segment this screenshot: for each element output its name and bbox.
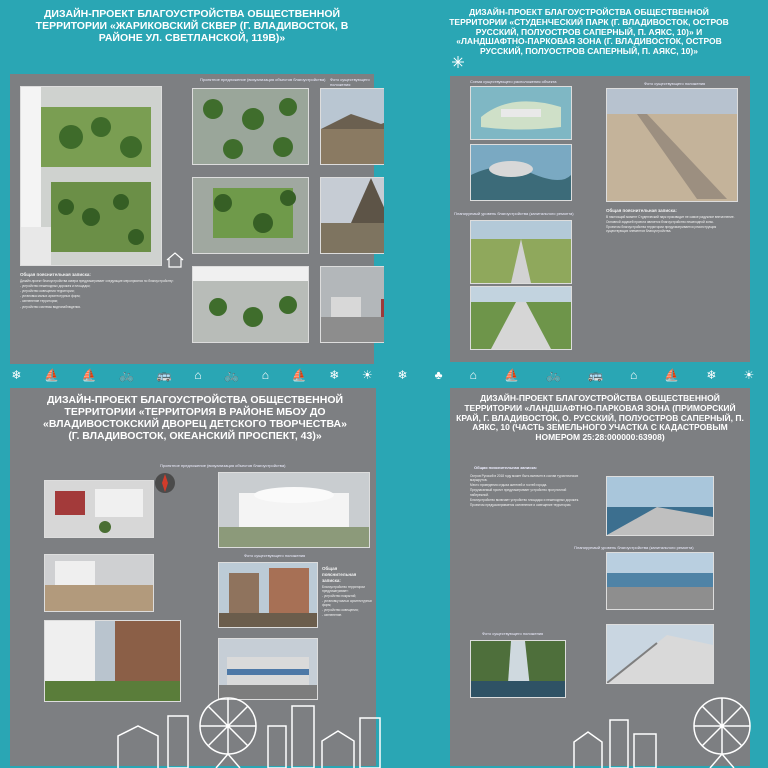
poster-title: ДИЗАЙН-ПРОЕКТ БЛАГОУСТРОЙСТВА ОБЩЕСТВЕННОЙ ТЕРРИТОРИИ «ТЕРРИТОРИЯ В РАЙОНЕ МБОУ ДО «ВЛАДИВОСТОКСКИЙ ДВОРЕЦ ДЕТСКОГО ТВОРЧЕСТВА» (Г. ВЛАДИВОСТОК, ОКЕАНСКИЙ ПРОСПЕКТ, 43)» bbox=[43, 394, 347, 443]
caption-planned: Планируемый уровень благоустройства (капитального ремонта) bbox=[574, 545, 694, 550]
map-scheme bbox=[470, 86, 572, 140]
note-line: - устройство покрытий; bbox=[322, 593, 357, 598]
caption-scheme: Схема существующего расположения объекта bbox=[470, 79, 557, 84]
note-line: - установка малых архитектурных форм; bbox=[20, 294, 81, 299]
snowflake-icon: ❄ bbox=[329, 368, 340, 382]
render-building bbox=[218, 472, 370, 548]
note-line: Проектом благоустройства территории предусматривается реконструкция существующих элементов благоустройства. bbox=[606, 225, 717, 234]
note-line: Благоустройство территории предусматривает: bbox=[322, 584, 365, 593]
render-promenade bbox=[606, 624, 714, 684]
photo-embankment bbox=[606, 476, 714, 536]
city-skyline-illustration bbox=[564, 686, 768, 768]
bicycle-icon: 🚲 bbox=[224, 368, 240, 382]
photo-existing-waterfall bbox=[470, 640, 566, 698]
note-title: Общая пояснительная записка: bbox=[606, 208, 677, 213]
render-3 bbox=[192, 266, 309, 343]
render-park-1 bbox=[470, 220, 572, 284]
decor-strip-right bbox=[384, 364, 768, 386]
note-line: - устройство освещения; bbox=[322, 608, 359, 613]
render-playground bbox=[44, 554, 154, 612]
house-icon: ⌂ bbox=[194, 368, 202, 382]
render-2 bbox=[192, 177, 309, 254]
tree-icon: ♣ bbox=[434, 368, 443, 382]
snowflake-icon: ❄ bbox=[397, 368, 408, 382]
poster-title: ДИЗАЙН-ПРОЕКТ БЛАГОУСТРОЙСТВА ОБЩЕСТВЕННОЙ ТЕРРИТОРИИ «СТУДЕНЧЕСКИЙ ПАРК (Г. ВЛАДИВОСТОК, ОСТРОВ РУССКИЙ, ПОЛУОСТРОВ САПЕРНЫЙ, П. АЯКС, 10)» И «ЛАНДШАФТНО-ПАРКОВАЯ ЗОНА (Г. ВЛАДИВОСТОК, ОСТРОВ РУССКИЙ, ПОЛУОСТРОВ САПЕРНЫЙ, П. АЯКС, 10)» bbox=[449, 7, 729, 57]
compass-icon bbox=[154, 472, 176, 494]
bus-icon: 🚌 bbox=[588, 368, 603, 382]
caption-planned: Планируемый уровень благоустройства (капитального ремонта) bbox=[454, 211, 574, 216]
photo-existing-stairs bbox=[606, 88, 738, 202]
caption-existing: Фото существующего положения bbox=[244, 553, 306, 558]
city-skyline-illustration bbox=[108, 686, 384, 768]
sun-icon: ☀ bbox=[361, 368, 373, 382]
snowflake-icon: ❄ bbox=[706, 368, 717, 382]
poster-childrens-palace bbox=[0, 386, 384, 768]
note-line: - установку малых архитектурных форм; bbox=[322, 599, 372, 608]
photo-existing-1 bbox=[218, 562, 318, 628]
caption-project: Проектное предложение (визуализация объектов благоустройства) bbox=[200, 77, 326, 82]
note-line: - устройство пешеходных дорожек и площадок; bbox=[20, 284, 91, 288]
sun-icon: ☀ bbox=[743, 368, 755, 382]
photo-existing-3 bbox=[320, 266, 384, 343]
note-line: Место проведения отдыха жителей и гостей города. bbox=[470, 483, 548, 488]
sailboat-icon: ⛵ bbox=[664, 368, 680, 382]
poster-title: ДИЗАЙН-ПРОЕКТ БЛАГОУСТРОЙСТВА ОБЩЕСТВЕННОЙ ТЕРРИТОРИИ «ЛАНДШАФТНО-ПАРКОВАЯ ЗОНА (ПРИМОРСКИЙ КРАЙ, Г. ВЛАДИВОСТОК, О. РУССКИЙ, ПОЛУОСТРОВ САПЕРНЫЙ, П. АЯКС, 10 (ЧАСТЬ ЗЕМЕЛЬНОГО УЧАСТКА С КАДАСТРОВЫМ НОМЕРОМ 25:28:000000:63908) bbox=[456, 393, 744, 443]
render-main bbox=[20, 86, 162, 266]
note-line: В настоящий момент Студенческий парк производит не самое радужное впечатление. bbox=[606, 214, 735, 219]
photo-existing-2 bbox=[320, 177, 384, 254]
caption-existing: Фото существующего положения bbox=[644, 81, 706, 86]
note-line: - устройство освещения территории; bbox=[20, 289, 75, 294]
note-line: Остров Русский в 2018 году может быть включен в состав туристических маршрутов. bbox=[470, 474, 579, 483]
sailboat-icon: ⛵ bbox=[503, 368, 519, 382]
render-waterfront bbox=[606, 552, 714, 610]
explanatory-note bbox=[322, 566, 372, 686]
bicycle-icon: 🚲 bbox=[119, 368, 135, 382]
decor-strip-left bbox=[0, 364, 384, 386]
bicycle-icon: 🚲 bbox=[545, 368, 561, 382]
explanatory-note bbox=[470, 474, 580, 644]
photo-aerial bbox=[470, 144, 572, 201]
caption-existing: Фото существующего положения bbox=[330, 77, 370, 87]
house-icon: ⌂ bbox=[469, 368, 477, 382]
note-line: Проектом предусматривается озеленение и освещение территории. bbox=[470, 502, 572, 507]
sailboat-icon: ⛵ bbox=[291, 368, 307, 382]
poster-student-park bbox=[384, 0, 768, 384]
explanatory-note bbox=[606, 208, 736, 338]
poster-landscape-park bbox=[384, 386, 768, 768]
note-line: Основной задачей проекта является благоустройство пешеходной зоны. bbox=[606, 220, 714, 224]
house-icon bbox=[166, 252, 184, 268]
sailboat-icon: ⛵ bbox=[81, 368, 97, 382]
caption-project: Проектное предложение (визуализация объектов благоустройства) bbox=[160, 463, 286, 468]
note-line: - озеленение. bbox=[322, 613, 343, 618]
render-park-2 bbox=[470, 286, 572, 350]
house-icon: ⌂ bbox=[261, 368, 270, 382]
note-line: - озеленение территории; bbox=[20, 299, 59, 304]
note-title: Общая пояснительная записка: bbox=[322, 566, 357, 583]
photo-existing-1 bbox=[320, 88, 384, 165]
house-icon: ⌂ bbox=[630, 368, 638, 382]
caption-existing: Фото существующего положения bbox=[482, 631, 544, 636]
bus-icon: 🚌 bbox=[156, 368, 172, 382]
note-title: Общая пояснительная записка: bbox=[20, 272, 91, 277]
note-line: Предлагаемый проект предусматривает устройство прогулочной набережной. bbox=[470, 488, 567, 497]
poster-title: ДИЗАЙН-ПРОЕКТ БЛАГОУСТРОЙСТВА ОБЩЕСТВЕННОЙ ТЕРРИТОРИИ «ЖАРИКОВСКИЙ СКВЕР (Г. ВЛАДИВОСТОК, В РАЙОНЕ УЛ. СВЕТЛАНСКОЙ, 119В)» bbox=[35, 8, 349, 45]
note-line: - устройство системы видеонаблюдения. bbox=[20, 304, 81, 309]
render-plaza bbox=[44, 480, 154, 538]
explanatory-note bbox=[20, 272, 185, 347]
note-line: Дизайн-проект благоустройства сквера предусматривает следующие мероприятия по благоустройству: bbox=[20, 278, 174, 283]
caption-note: Общая пояснительная записка: bbox=[474, 465, 538, 470]
snowflake-icon: ❄ bbox=[11, 368, 22, 382]
render-1 bbox=[192, 88, 309, 165]
poster-zharikovsky bbox=[0, 0, 384, 384]
sailboat-icon: ⛵ bbox=[44, 368, 59, 382]
snowflake-icon bbox=[452, 56, 464, 68]
note-line: Благоустройство включает устройство площадок и пешеходных дорожек. bbox=[470, 497, 579, 502]
